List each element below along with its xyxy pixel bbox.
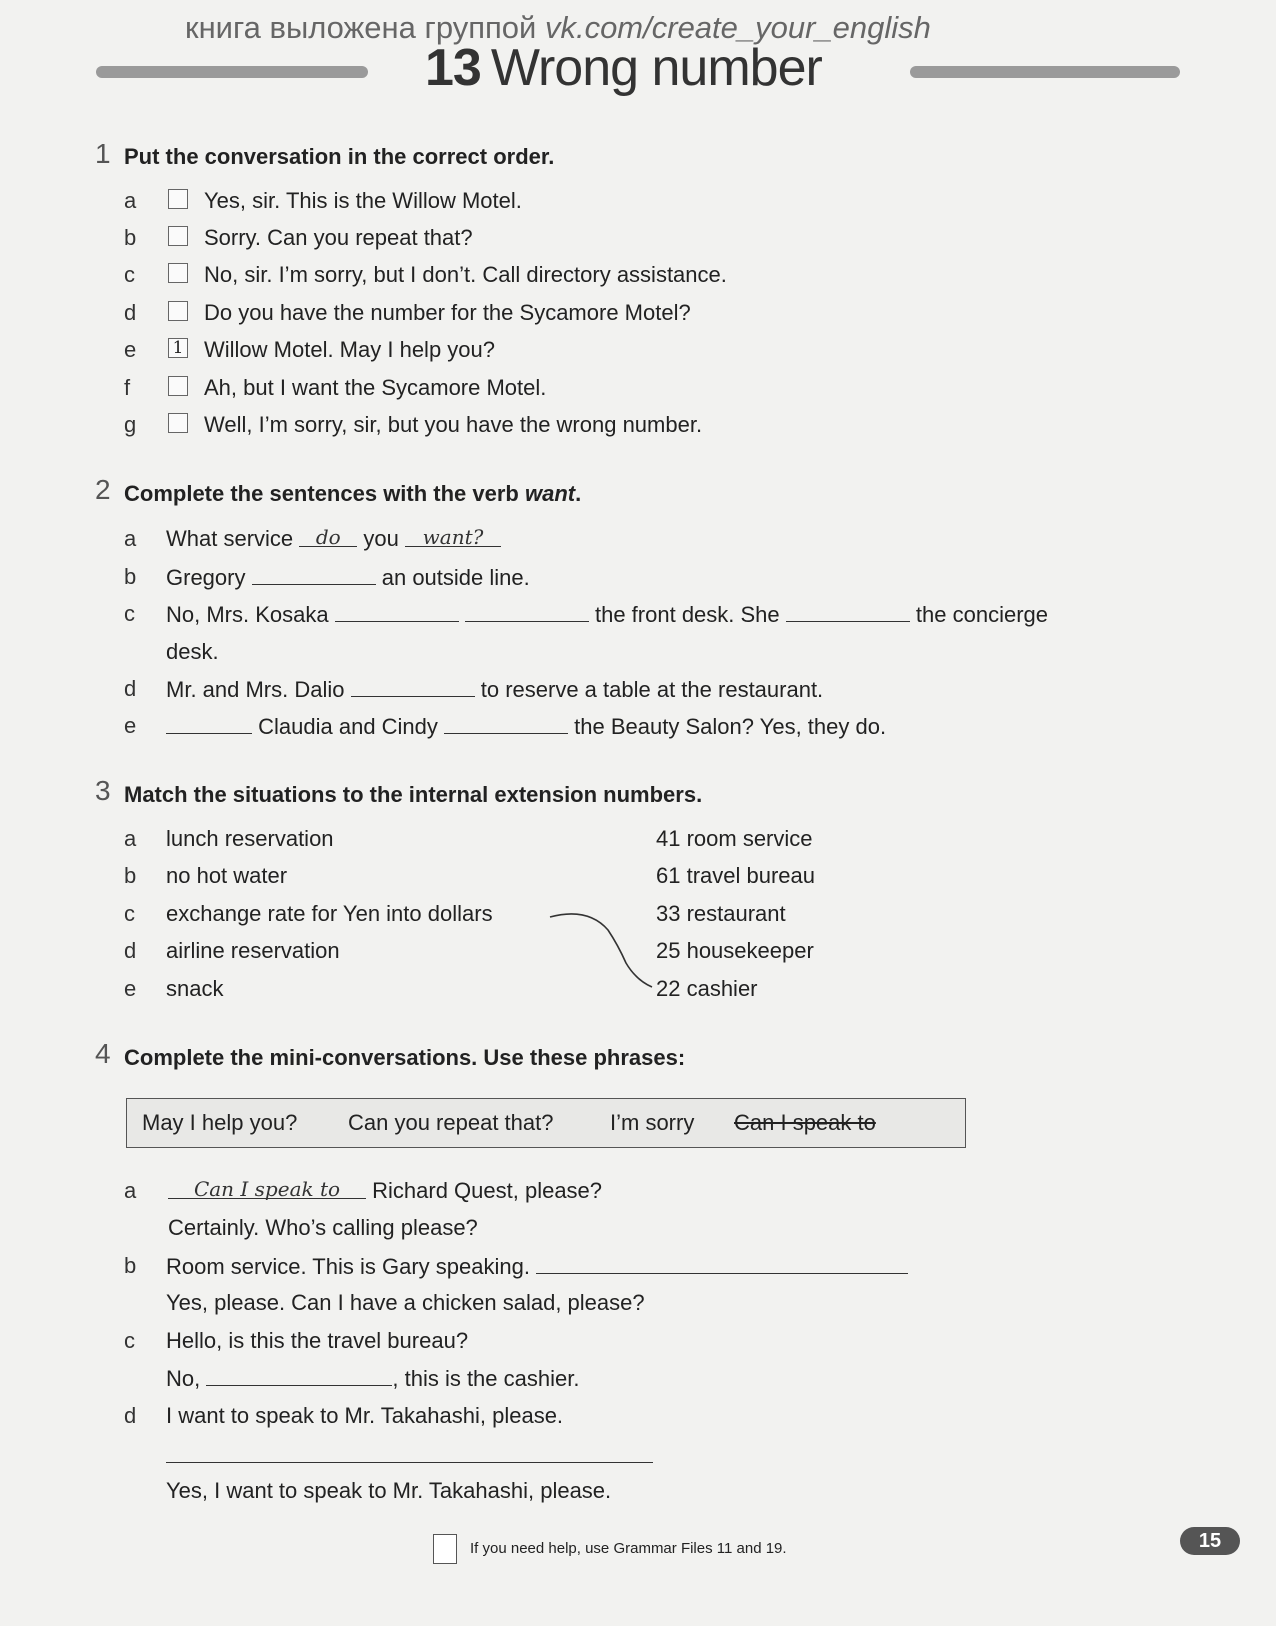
ex4-instruction: Complete the mini-conversations. Use these phrases:: [124, 1045, 686, 1070]
answer-blank[interactable]: [166, 713, 252, 734]
ex1-letter: b: [124, 225, 137, 250]
ex1-letter: e: [124, 337, 137, 362]
extension-number: 22 cashier: [656, 976, 758, 1001]
ex4-line-c2: No, , this is the cashier.: [166, 1366, 580, 1391]
handwritten-answer: want?: [422, 525, 484, 549]
ex4-line-c1: Hello, is this the travel bureau?: [166, 1328, 469, 1353]
ex4-letter: b: [124, 1253, 137, 1278]
phrase: May I help you?: [142, 1110, 298, 1135]
page-number: 15: [1180, 1527, 1240, 1555]
ex2-number: 2: [95, 474, 111, 505]
ex1-item-text: Ah, but I want the Sycamore Motel.: [204, 375, 547, 400]
ex3-number: 3: [95, 775, 111, 806]
ex1-item-text: Yes, sir. This is the Willow Motel.: [204, 188, 522, 213]
ex2-letter: e: [124, 713, 137, 738]
ex1-item-text: Sorry. Can you repeat that?: [204, 225, 473, 250]
extension-number: 33 restaurant: [656, 901, 786, 926]
order-box[interactable]: [168, 376, 188, 396]
ex4-letter: c: [124, 1328, 135, 1353]
ex2-letter: b: [124, 564, 137, 589]
answer-blank[interactable]: [786, 601, 910, 622]
ex1-item-text: No, sir. I’m sorry, but I don’t. Call directory assistance.: [204, 262, 727, 287]
ex4-line-d2: Yes, I want to speak to Mr. Takahashi, please.: [166, 1478, 612, 1503]
match-line: [548, 905, 658, 995]
ex2-letter: d: [124, 676, 137, 701]
ex3-letter: d: [124, 938, 137, 963]
ex4-line-a1: Can I speak to Richard Quest, please?: [168, 1178, 602, 1204]
ex1-instruction: Put the conversation in the correct order.: [124, 144, 555, 169]
ex2-sentence-c-cont: desk.: [166, 639, 219, 664]
extension-number: 41 room service: [656, 826, 813, 851]
situation: lunch reservation: [166, 826, 334, 851]
unit-title: 13 Wrong number: [425, 39, 822, 97]
phrase: Can you repeat that?: [348, 1110, 554, 1135]
ex2-sentence-a: What service do you want?: [166, 526, 501, 552]
ex2-sentence-e: Claudia and Cindy the Beauty Salon? Yes, they do.: [166, 713, 886, 740]
ex4-line-a2: Certainly. Who’s calling please?: [168, 1215, 478, 1240]
ex4-letter: a: [124, 1178, 137, 1203]
situation: exchange rate for Yen into dollars: [166, 901, 493, 926]
ex1-item-text: Willow Motel. May I help you?: [204, 337, 495, 362]
situation: airline reservation: [166, 938, 340, 963]
handwritten-answer: do: [315, 525, 341, 549]
extension-number: 25 housekeeper: [656, 938, 814, 963]
answer-blank[interactable]: [252, 564, 376, 585]
ex1-number: 1: [95, 138, 111, 169]
answer-blank[interactable]: [299, 526, 357, 547]
header-bar-left: [96, 66, 368, 78]
phrase-used: Can I speak to: [734, 1110, 876, 1135]
handwritten-answer: Can I speak to: [193, 1177, 341, 1201]
ex4-letter: d: [124, 1403, 137, 1428]
ex1-item-text: Do you have the number for the Sycamore Motel?: [204, 300, 691, 325]
order-box[interactable]: [168, 189, 188, 209]
ex4-line-b2: Yes, please. Can I have a chicken salad, please?: [166, 1290, 645, 1315]
ex2-verb: want: [524, 481, 576, 506]
answer-blank[interactable]: [351, 676, 475, 697]
unit-number: 13: [425, 39, 481, 97]
order-box[interactable]: [168, 263, 188, 283]
ex3-instruction: Match the situations to the internal extension numbers.: [124, 782, 703, 807]
order-box[interactable]: 1: [168, 338, 188, 358]
ex1-letter: a: [124, 188, 137, 213]
ex3-letter: e: [124, 976, 137, 1001]
extension-number: 61 travel bureau: [656, 863, 815, 888]
ex4-line-d1: I want to speak to Mr. Takahashi, please.: [166, 1403, 564, 1428]
ex1-letter: f: [124, 375, 131, 400]
ex4-line-b1: Room service. This is Gary speaking.: [166, 1253, 908, 1280]
answer-blank[interactable]: [206, 1365, 392, 1386]
answer-blank[interactable]: [335, 601, 459, 622]
answer-blank[interactable]: [168, 1178, 366, 1199]
watermark: книга выложена группой vk.com/create_your_english: [185, 10, 931, 45]
answer-blank[interactable]: [465, 601, 589, 622]
help-note: If you need help, use Grammar Files 11 and 19.: [470, 1540, 787, 1557]
phrase: I’m sorry: [610, 1110, 695, 1135]
header-bar-right: [910, 66, 1180, 78]
ex3-letter: b: [124, 863, 137, 888]
answer-blank[interactable]: [444, 713, 568, 734]
situation: no hot water: [166, 863, 288, 888]
ex3-letter: c: [124, 901, 135, 926]
answer-blank[interactable]: [536, 1253, 908, 1274]
ex2-letter: a: [124, 526, 137, 551]
order-box[interactable]: [168, 226, 188, 246]
ex1-letter: d: [124, 300, 137, 325]
ex2-sentence-c: No, Mrs. Kosaka the front desk. She the concierge: [166, 602, 1048, 627]
order-box[interactable]: [168, 413, 188, 433]
ex3-letter: a: [124, 826, 137, 851]
ex1-letter: c: [124, 262, 135, 287]
ex2-instruction: Complete the sentences with the verb want.: [124, 481, 582, 506]
answer-line[interactable]: [166, 1462, 653, 1463]
grammar-file-icon: [433, 1534, 457, 1564]
ex4-number: 4: [95, 1038, 111, 1069]
ex1-letter: g: [124, 412, 137, 437]
order-box[interactable]: [168, 301, 188, 321]
ex2-letter: c: [124, 601, 135, 626]
ex2-sentence-d: Mr. and Mrs. Dalio to reserve a table at the restaurant.: [166, 677, 824, 702]
ex2-sentence-b: Gregory an outside line.: [166, 565, 530, 590]
watermark-link: vk.com/create_your_english: [544, 10, 931, 45]
ex1-item-text: Well, I’m sorry, sir, but you have the wrong number.: [204, 412, 703, 437]
situation: snack: [166, 976, 224, 1001]
answer-blank[interactable]: [405, 526, 501, 547]
